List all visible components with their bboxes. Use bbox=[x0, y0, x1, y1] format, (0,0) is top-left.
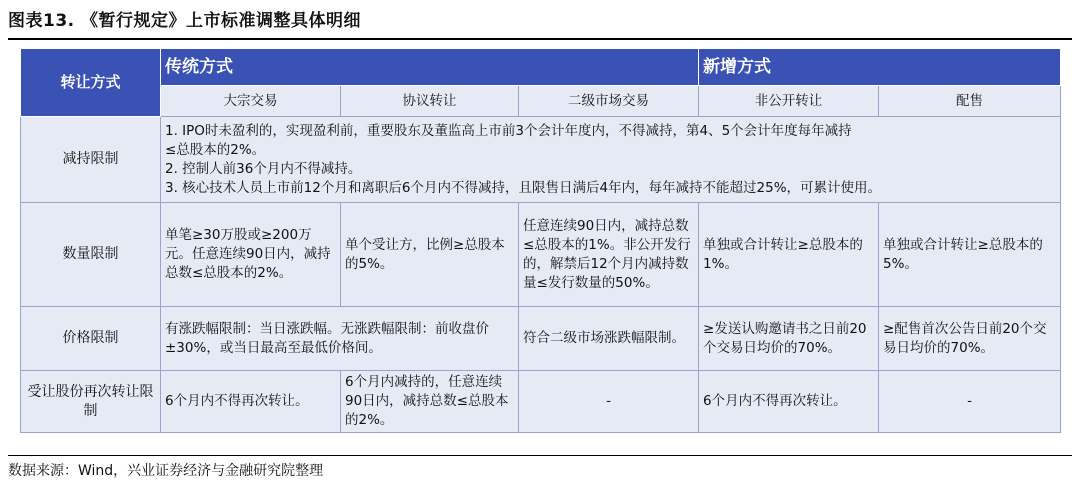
title-rule bbox=[8, 38, 1072, 40]
quantity-secondary-market: 任意连续90日内，减持总数≤总股本的1%。非公开发行的，解禁后12个月内减持数量≤发行数量的50%。 bbox=[519, 203, 699, 307]
reduction-line-3: 2. 控制人前36个月内不得减持。 bbox=[165, 160, 362, 177]
new-method-header: 新增方式 bbox=[699, 49, 1061, 86]
row-reduction-limit bbox=[21, 117, 1061, 203]
header-row-sub bbox=[21, 86, 1061, 117]
col-header-placement: 配售 bbox=[879, 86, 1061, 117]
listing-rules-table bbox=[20, 48, 1061, 433]
price-non-public-transfer: ≥发送认购邀请书之日前20个交易日均价的70%。 bbox=[699, 307, 879, 371]
row-label-price-limit: 价格限制 bbox=[21, 307, 161, 371]
retransfer-non-public-transfer: 6个月内不得再次转让。 bbox=[699, 371, 879, 433]
row-label-quantity-limit: 数量限制 bbox=[21, 203, 161, 307]
quantity-block-trade: 单笔≥30万股或≥200万元。任意连续90日内，减持总数≤总股本的2%。 bbox=[161, 203, 341, 307]
retransfer-placement: - bbox=[879, 371, 1061, 433]
retransfer-agreement-transfer: 6个月内减持的，任意连续90日内，减持总数≤总股本的2%。 bbox=[341, 371, 519, 433]
row-quantity-limit bbox=[21, 203, 1061, 307]
retransfer-block-trade: 6个月内不得再次转让。 bbox=[161, 371, 341, 433]
reduction-line-2: ≤总股本的2%。 bbox=[165, 141, 266, 158]
col-header-secondary-market: 二级市场交易 bbox=[519, 86, 699, 117]
reduction-limit-text bbox=[161, 117, 1061, 203]
row-label-reduction-limit: 减持限制 bbox=[21, 117, 161, 203]
col-header-agreement-transfer: 协议转让 bbox=[341, 86, 519, 117]
row-label-retransfer-limit: 受让股份再次转让限制 bbox=[21, 371, 161, 433]
figure-title: 图表13. 《暂行规定》上市标准调整具体明细 bbox=[8, 11, 362, 31]
quantity-non-public-transfer: 单独或合计转让≥总股本的1%。 bbox=[699, 203, 879, 307]
price-secondary-market: 符合二级市场涨跌幅限制。 bbox=[519, 307, 699, 371]
transfer-method-header: 转让方式 bbox=[21, 49, 161, 117]
quantity-agreement-transfer: 单个受让方，比例≥总股本的5%。 bbox=[341, 203, 519, 307]
quantity-placement: 单独或合计转让≥总股本的5%。 bbox=[879, 203, 1061, 307]
row-retransfer-limit bbox=[21, 371, 1061, 433]
row-price-limit bbox=[21, 307, 1061, 371]
reduction-line-1: 1. IPO时未盈利的，实现盈利前，重要股东及董监高上市前3个会计年度内，不得减持，第4、5个会计年度每年减持 bbox=[165, 122, 852, 139]
traditional-method-header: 传统方式 bbox=[161, 49, 699, 86]
header-row-main bbox=[21, 49, 1061, 86]
col-header-non-public-transfer: 非公开转让 bbox=[699, 86, 879, 117]
price-placement: ≥配售首次公告日前20个交易日均价的70%。 bbox=[879, 307, 1061, 371]
retransfer-secondary-market: - bbox=[519, 371, 699, 433]
price-block-and-agreement: 有涨跌幅限制：当日涨跌幅。无涨跌幅限制：前收盘价±30%，或当日最高至最低价格间。 bbox=[161, 307, 519, 371]
bottom-rule bbox=[8, 455, 1072, 456]
reduction-line-4: 3. 核心技术人员上市前12个月和离职后6个月内不得减持，且限售日满后4年内，每年减持不能超过25%，可累计使用。 bbox=[165, 179, 882, 196]
col-header-block-trade: 大宗交易 bbox=[161, 86, 341, 117]
data-source-note: 数据来源：Wind，兴业证券经济与金融研究院整理 bbox=[8, 463, 324, 479]
